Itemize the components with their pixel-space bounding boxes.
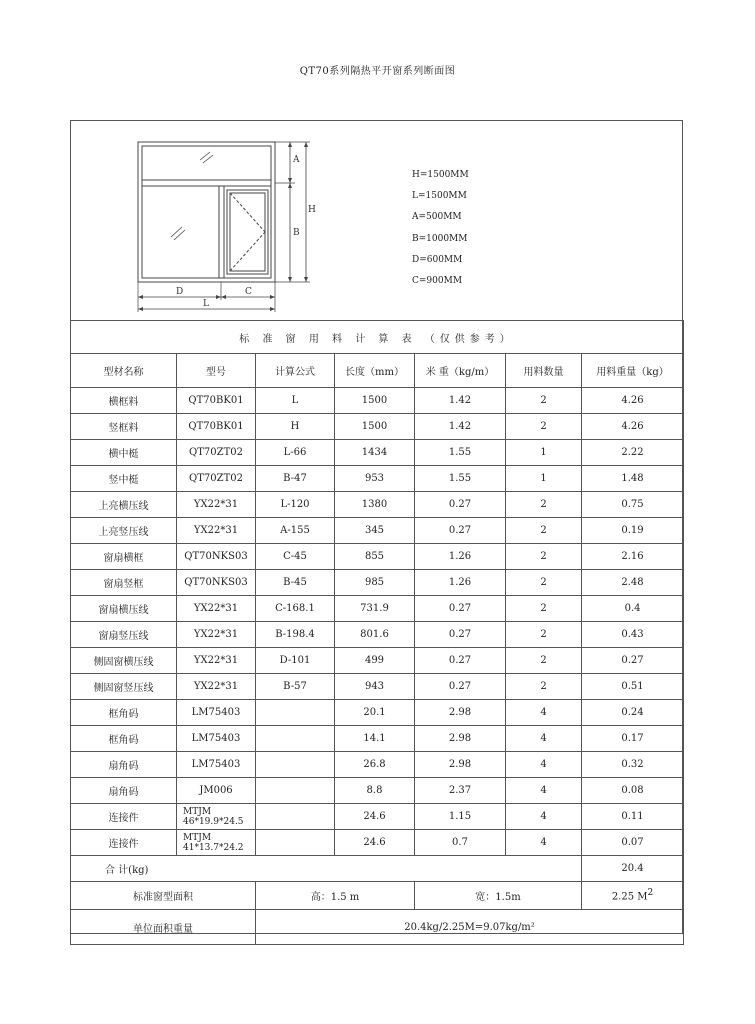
table-row [71,804,684,830]
table-cell: 连接件 [71,830,177,856]
header-cell: 米 重（kg/m） [415,354,506,388]
table-cell: 竖中梃 [71,466,177,492]
table-cell: 1.42 [415,414,506,440]
table-row [71,830,684,856]
table-cell: A-155 [256,518,335,544]
table-cell: 26.8 [335,752,415,778]
table-cell: 0.4 [582,596,684,622]
table-cell: 1500 [335,388,415,414]
table-cell: D-101 [256,648,335,674]
table-cell: 连接件 [71,804,177,830]
header-cell: 型材名称 [71,354,177,388]
table-cell: YX22*31 [177,492,256,518]
table-cell: LM75403 [177,752,256,778]
param-a: A=500MM [412,212,462,223]
table-cell: C-45 [256,544,335,570]
table-cell: L [256,388,335,414]
table-row [71,570,684,596]
area-value-cell [582,882,684,910]
table-cell: 窗扇竖框 [71,570,177,596]
table-row [71,440,684,466]
table-cell: 竖框料 [71,414,177,440]
area-superscript: 2 [647,888,654,899]
table-cell: 0.75 [582,492,684,518]
table-cell: 框角码 [71,726,177,752]
table-cell: 0.27 [415,674,506,700]
table-cell: 4 [506,830,582,856]
table-row [71,466,684,492]
table-cell: 0.27 [415,648,506,674]
table-cell: 扇角码 [71,778,177,804]
table-cell: 0.08 [582,778,684,804]
table-row [71,518,684,544]
dimension-params [412,165,469,292]
dim-label-a: A [293,155,300,165]
table-cell: 855 [335,544,415,570]
table-cell: 2 [506,570,582,596]
table-cell: 扇角码 [71,752,177,778]
table-cell: 4 [506,700,582,726]
table-cell: 4 [506,726,582,752]
table-cell: 4 [506,778,582,804]
table-cell: 1.26 [415,570,506,596]
table-row [71,622,684,648]
dim-label-b: B [293,228,300,238]
table-cell: 上亮横压线 [71,492,177,518]
width-text: 宽：1.5m [415,882,582,910]
table-cell: YX22*31 [177,518,256,544]
table-cell: YX22*31 [177,674,256,700]
table-cell: YX22*31 [177,596,256,622]
table-cell: 1500 [335,414,415,440]
table-cell: 24.6 [335,804,415,830]
table-cell: 4 [506,752,582,778]
table-row [71,674,684,700]
table-title: 标 准 窗 用 料 计 算 表 （仅供参考） [71,321,684,354]
param-h: H=1500MM [412,170,469,180]
table-cell: QT70ZT02 [177,440,256,466]
table-cell: QT70NKS03 [177,544,256,570]
header-row [71,354,684,388]
table-cell: 0.27 [415,492,506,518]
table-cell: 731.9 [335,596,415,622]
table-cell: 窗扇竖压线 [71,622,177,648]
height-text: 高：1.5 m [256,882,415,910]
table-cell: 1 [506,440,582,466]
table-cell: 0.43 [582,622,684,648]
table-cell: 953 [335,466,415,492]
table-cell: 0.27 [415,596,506,622]
table-cell: 1 [506,466,582,492]
unit-weight-value: 20.4kg/2.25M=9.07kg/m² [256,910,684,945]
model-cell [177,804,256,830]
table-cell: 0.7 [415,830,506,856]
table-cell: LM75403 [177,700,256,726]
table-cell: 窗扇横压线 [71,596,177,622]
table-cell: 0.11 [582,804,684,830]
table-cell: 0.27 [582,648,684,674]
table-cell: 侧固窗横压线 [71,648,177,674]
sum-label: 合 计(kg) [71,856,582,882]
model-line-2: 46*19.9*24.5 [183,816,244,827]
table-cell: 上亮竖压线 [71,518,177,544]
table-row [71,544,684,570]
table-cell [256,752,335,778]
document-title: QT70系列隔热平开窗系列断面图 [299,66,456,77]
table-cell: QT70NKS03 [177,570,256,596]
table-cell [256,778,335,804]
table-cell: QT70BK01 [177,414,256,440]
table-cell: 1.48 [582,466,684,492]
table-cell: 2.48 [582,570,684,596]
table-cell [256,726,335,752]
table-row [71,726,684,752]
table-cell: 1434 [335,440,415,466]
table-cell: 侧固窗竖压线 [71,674,177,700]
header-cell: 型号 [177,354,256,388]
table-cell: 2 [506,674,582,700]
table-cell: 1.15 [415,804,506,830]
material-calculation-table [70,320,684,945]
table-cell: 2 [506,388,582,414]
table-cell: B-198.4 [256,622,335,648]
table-cell: L-66 [256,440,335,466]
table-cell: 0.32 [582,752,684,778]
table-cell: LM75403 [177,726,256,752]
table-cell: 0.24 [582,700,684,726]
table-cell: C-168.1 [256,596,335,622]
dim-label-h: H [308,205,316,215]
param-l: L=1500MM [412,191,467,202]
table-cell: 1.42 [415,388,506,414]
table-cell: 1.55 [415,440,506,466]
table-cell: B-47 [256,466,335,492]
table-cell: 4.26 [582,414,684,440]
table-cell: 2.16 [582,544,684,570]
model-cell [177,830,256,856]
dim-label-c: C [245,287,252,297]
table-cell [256,804,335,830]
table-cell: 0.27 [415,622,506,648]
table-cell: 框角码 [71,700,177,726]
table-cell: 2 [506,622,582,648]
window-drawing [70,120,683,320]
table-cell [256,830,335,856]
table-cell: 985 [335,570,415,596]
table-cell: 2 [506,518,582,544]
table-body [71,388,684,804]
table-row [71,648,684,674]
table-row [71,778,684,804]
table-cell: 14.1 [335,726,415,752]
table-cell: 4 [506,804,582,830]
table-cell: 横中梃 [71,440,177,466]
model-line-2: 41*13.7*24.2 [183,842,244,853]
table-cell: QT70ZT02 [177,466,256,492]
table-cell: 2.98 [415,700,506,726]
table-cell: H [256,414,335,440]
table-cell: 2.98 [415,726,506,752]
table-cell: 0.19 [582,518,684,544]
unit-weight-label: 单位面积重量 [71,910,256,945]
table-cell: 2 [506,648,582,674]
table-cell: 2.22 [582,440,684,466]
table-cell: 345 [335,518,415,544]
table-row [71,596,684,622]
table-row [71,492,684,518]
dim-label-l: L [203,299,209,309]
table-cell: 2.37 [415,778,506,804]
table-cell: YX22*31 [177,622,256,648]
sum-value: 20.4 [582,856,684,882]
table-cell: 499 [335,648,415,674]
table-cell: B-45 [256,570,335,596]
table-cell: 2 [506,492,582,518]
dim-label-d: D [176,287,184,297]
table-cell: 801.6 [335,622,415,648]
param-b: B=1000MM [412,233,468,244]
table-cell: 1380 [335,492,415,518]
param-d: D=600MM [412,254,463,265]
table-cell: 8.8 [335,778,415,804]
table-cell: 窗扇横框 [71,544,177,570]
table-cell: B-57 [256,674,335,700]
header-cell: 长度（mm） [335,354,415,388]
area-value: 2.25 M [611,891,648,903]
header-cell: 用料数量 [506,354,582,388]
table-cell: 0.07 [582,830,684,856]
table-cell: 943 [335,674,415,700]
table-row [71,388,684,414]
table-row [71,752,684,778]
table-cell: 24.6 [335,830,415,856]
model-line-1: MTJM [183,806,212,817]
table-cell: 0.27 [415,518,506,544]
header-cell: 计算公式 [256,354,335,388]
table-cell: 0.51 [582,674,684,700]
table-body-connectors [71,804,684,856]
table-cell: 20.1 [335,700,415,726]
table-cell: 2.98 [415,752,506,778]
table-cell: 2 [506,414,582,440]
table-cell [256,700,335,726]
area-label: 标准窗型面积 [71,882,256,910]
model-line-1: MTJM [183,832,212,843]
table-cell: 4.26 [582,388,684,414]
table-cell: L-120 [256,492,335,518]
table-cell: QT70BK01 [177,388,256,414]
table-cell: 2 [506,544,582,570]
table-cell: 0.17 [582,726,684,752]
table-row [71,414,684,440]
table-cell: JM006 [177,778,256,804]
table-cell: YX22*31 [177,648,256,674]
table-cell: 1.26 [415,544,506,570]
param-c: C=900MM [412,276,463,287]
table-cell: 2 [506,596,582,622]
table-cell: 横框料 [71,388,177,414]
table-row [71,700,684,726]
header-cell: 用料重量（kg） [582,354,684,388]
table-cell: 1.55 [415,466,506,492]
